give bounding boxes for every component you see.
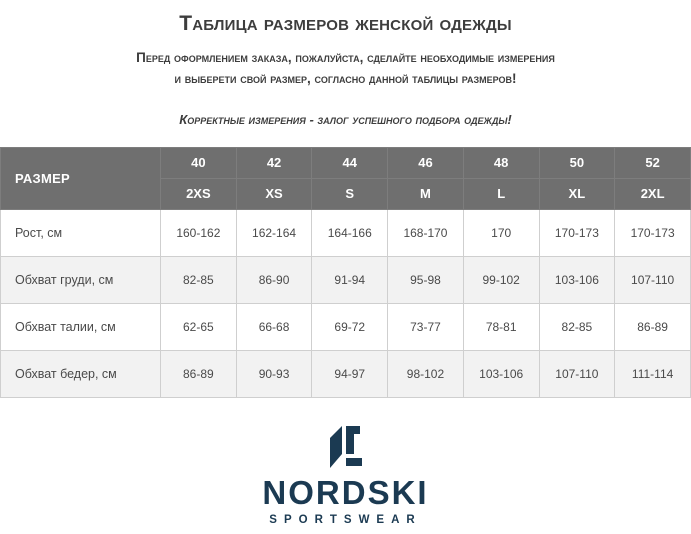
row-label-chest: Обхват груди, см — [1, 256, 161, 303]
cell-height-42: 162-164 — [236, 209, 312, 256]
table-row — [1, 209, 691, 256]
cell-height-40: 160-162 — [161, 209, 237, 256]
cell-hips-42: 90-93 — [236, 350, 312, 397]
cell-height-46: 168-170 — [388, 209, 464, 256]
cell-chest-40: 82-85 — [161, 256, 237, 303]
brand-tagline: SPORTSWEAR — [269, 514, 422, 526]
size-header-52: 52 — [615, 147, 691, 178]
cell-waist-42: 66-68 — [236, 303, 312, 350]
cell-height-48: 170 — [463, 209, 539, 256]
page-subtitle — [0, 48, 691, 90]
brand-name: NORDSKI — [262, 474, 429, 511]
table-row — [1, 350, 691, 397]
letter-header-m: M — [388, 178, 464, 209]
letter-header-xl: XL — [539, 178, 615, 209]
cell-height-44: 164-166 — [312, 209, 388, 256]
size-header-48: 48 — [463, 147, 539, 178]
cell-chest-50: 103-106 — [539, 256, 615, 303]
cell-chest-44: 91-94 — [312, 256, 388, 303]
letter-header-s: S — [312, 178, 388, 209]
cell-waist-40: 62-65 — [161, 303, 237, 350]
table-head — [1, 147, 691, 209]
nordski-mark-icon — [320, 424, 372, 470]
cell-chest-46: 95-98 — [388, 256, 464, 303]
subtitle-line-1: Перед оформлением заказа, пожалуйста, сделайте необходимые измерения — [136, 50, 555, 65]
cell-waist-46: 73-77 — [388, 303, 464, 350]
letter-header-xs: XS — [236, 178, 312, 209]
cell-hips-40: 86-89 — [161, 350, 237, 397]
table-body — [1, 209, 691, 397]
letter-header-2xl: 2XL — [615, 178, 691, 209]
size-header-40: 40 — [161, 147, 237, 178]
size-header-46: 46 — [388, 147, 464, 178]
row-label-hips: Обхват бедер, см — [1, 350, 161, 397]
size-header-50: 50 — [539, 147, 615, 178]
brand-logo — [0, 424, 691, 526]
table-header-row-numeric — [1, 147, 691, 178]
letter-header-2xs: 2XS — [161, 178, 237, 209]
cell-waist-44: 69-72 — [312, 303, 388, 350]
subtitle-line-2: и выберети свой размер, согласно данной таблицы размеров! — [174, 70, 517, 86]
cell-hips-44: 94-97 — [312, 350, 388, 397]
cell-hips-46: 98-102 — [388, 350, 464, 397]
cell-height-50: 170-173 — [539, 209, 615, 256]
cell-waist-50: 82-85 — [539, 303, 615, 350]
page-title: Таблица размеров женской одежды — [179, 12, 512, 35]
cell-chest-42: 86-90 — [236, 256, 312, 303]
table-row — [1, 256, 691, 303]
row-label-height: Рост, см — [1, 209, 161, 256]
row-label-waist: Обхват талии, см — [1, 303, 161, 350]
size-header-44: 44 — [312, 147, 388, 178]
table-corner-label: РАЗМЕР — [1, 147, 161, 209]
letter-header-l: L — [463, 178, 539, 209]
cell-chest-52: 107-110 — [615, 256, 691, 303]
cell-hips-52: 111-114 — [615, 350, 691, 397]
cell-hips-50: 107-110 — [539, 350, 615, 397]
cell-chest-48: 99-102 — [463, 256, 539, 303]
cell-waist-48: 78-81 — [463, 303, 539, 350]
cell-height-52: 170-173 — [615, 209, 691, 256]
table-row — [1, 303, 691, 350]
page-note: Корректные измерения - залог успешного подбора одежды! — [179, 111, 512, 127]
size-header-42: 42 — [236, 147, 312, 178]
cell-waist-52: 86-89 — [615, 303, 691, 350]
size-table — [0, 147, 691, 398]
cell-hips-48: 103-106 — [463, 350, 539, 397]
